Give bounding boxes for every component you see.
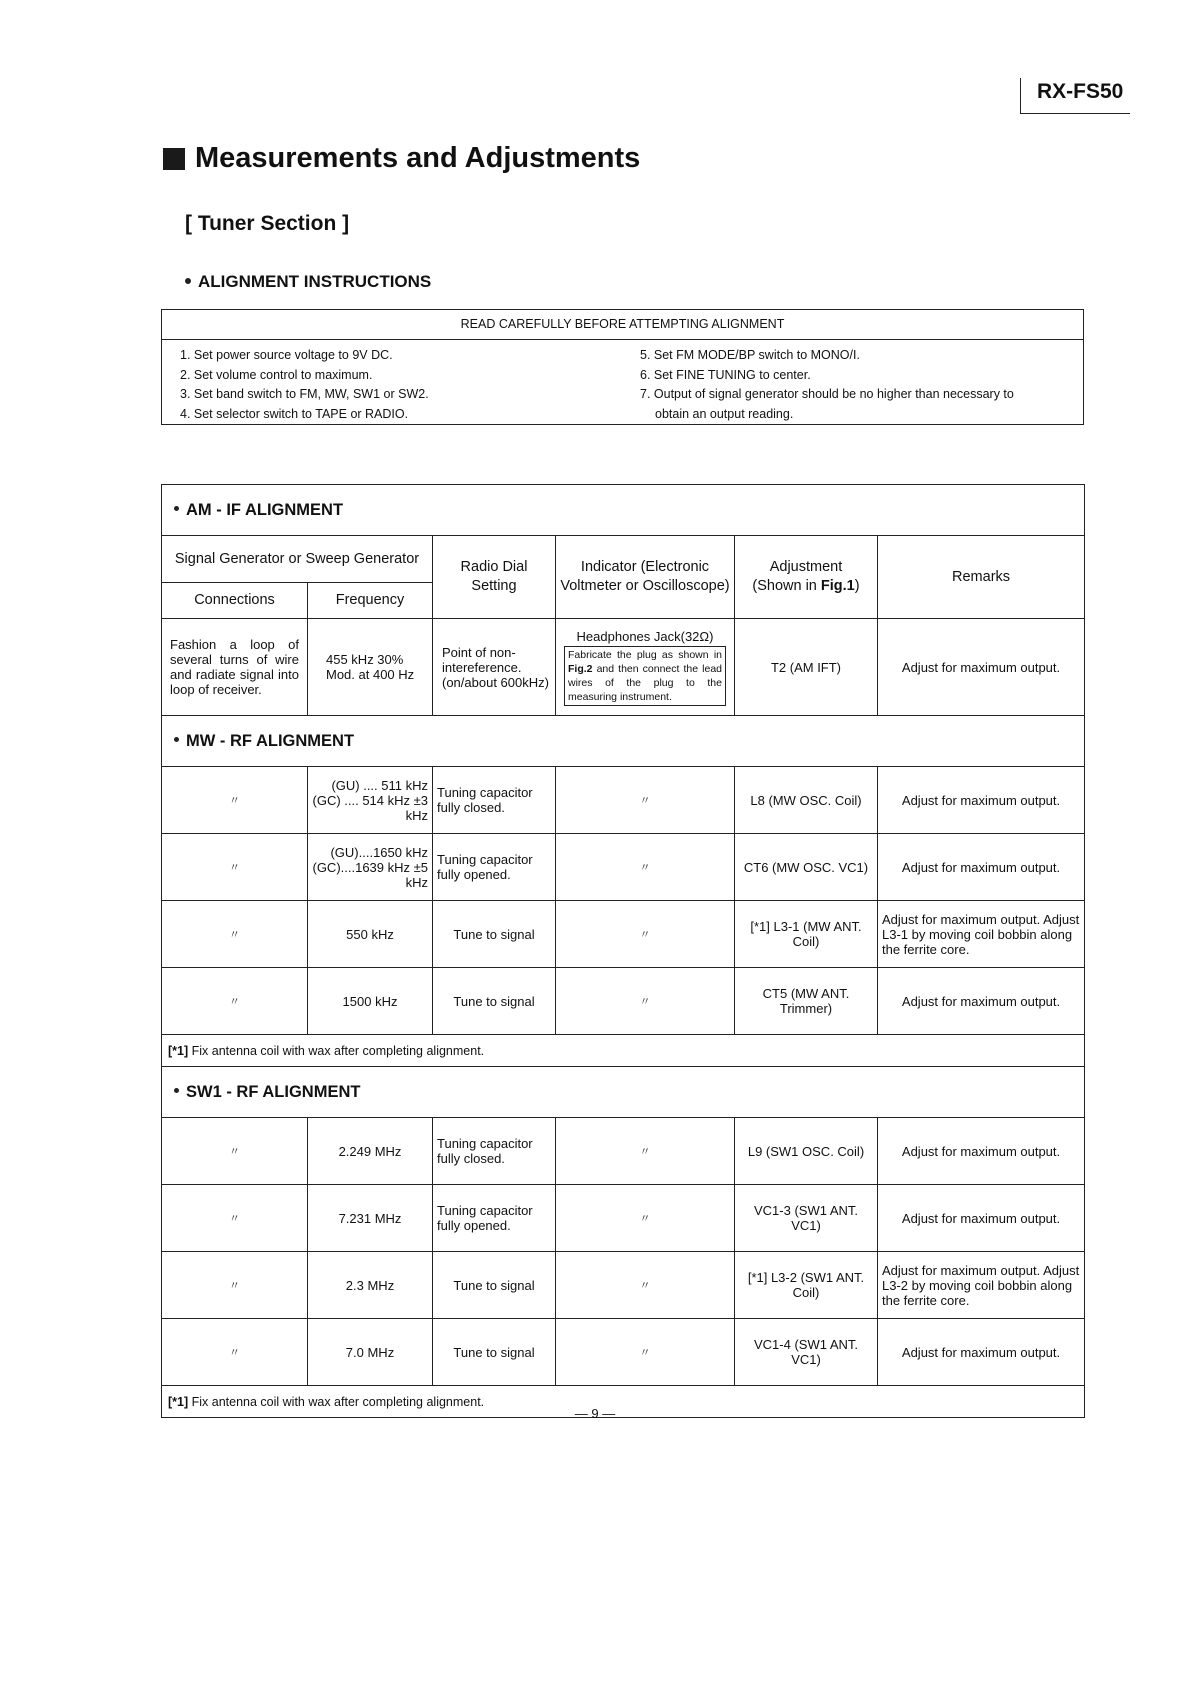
table-row — [162, 1319, 1085, 1386]
cell-remarks: Adjust for maximum output. — [878, 1118, 1085, 1185]
cell-adjustment: L8 (MW OSC. Coil) — [735, 767, 878, 834]
am-if-section-title — [162, 485, 1085, 536]
note-text: Fix antenna coil with wax after completing alignment. — [188, 1394, 485, 1409]
table-row — [162, 834, 1085, 901]
note-text: Fix antenna coil with wax after completing alignment. — [188, 1043, 485, 1058]
header-adjustment-paren: ) — [854, 578, 860, 594]
alignment-table — [161, 484, 1085, 1418]
header-radio-dial: Radio Dial Setting — [433, 536, 556, 619]
cell-adjustment: T2 (AM IFT) — [735, 619, 878, 716]
cell-dial: Tune to signal — [433, 1252, 556, 1319]
indicator-note — [564, 646, 726, 706]
cell-remarks: Adjust for maximum output. — [878, 968, 1085, 1035]
cell-dial: Tuning capacitor fully opened. — [433, 834, 556, 901]
instruction-item: 1. Set power source voltage to 9V DC. — [180, 348, 393, 362]
sw1-rf-title-text: SW1 - RF ALIGNMENT — [186, 1082, 361, 1101]
header-adjustment-fig: Fig.1 — [820, 578, 855, 594]
cell-indicator — [556, 619, 735, 716]
section-title: [ Tuner Section ] — [185, 212, 350, 235]
cell-connections-ditto: 〃 — [162, 1252, 308, 1319]
cell-indicator-ditto: 〃 — [556, 1319, 735, 1386]
cell-remarks: Adjust for maximum output. Adjust L3-1 by moving coil bobbin along the ferrite core. — [878, 901, 1085, 968]
cell-connections-ditto: 〃 — [162, 1185, 308, 1252]
cell-dial: Tune to signal — [433, 1319, 556, 1386]
table-row — [162, 1118, 1085, 1185]
bullet-icon — [185, 278, 191, 284]
cell-frequency: 550 kHz — [308, 901, 433, 968]
header-adjustment — [735, 536, 878, 619]
cell-frequency: 455 kHz 30% Mod. at 400 Hz — [308, 619, 433, 716]
indicator-note-text: Fabricate the plug as shown in — [568, 648, 722, 661]
indicator-title: Headphones Jack(32Ω) — [576, 628, 714, 644]
cell-dial: Tuning capacitor fully closed. — [433, 767, 556, 834]
cell-remarks: Adjust for maximum output. — [878, 619, 1085, 716]
page-title — [163, 142, 640, 175]
header-indicator: Indicator (Electronic Voltmeter or Oscilloscope) — [556, 536, 735, 619]
instructions-right-list — [640, 346, 1070, 424]
mw-rf-title-text: MW - RF ALIGNMENT — [186, 731, 355, 750]
bullet-icon — [174, 1088, 179, 1093]
table-row — [162, 901, 1085, 968]
cell-indicator-ditto: 〃 — [556, 968, 735, 1035]
cell-remarks: Adjust for maximum output. — [878, 834, 1085, 901]
table-row — [162, 1185, 1085, 1252]
cell-connections-ditto: 〃 — [162, 834, 308, 901]
instruction-item: 7. Output of signal generator should be no higher than necessary to — [640, 387, 1014, 401]
cell-dial: Tuning capacitor fully closed. — [433, 1118, 556, 1185]
instruction-item: obtain an output reading. — [655, 406, 794, 421]
cell-indicator-ditto: 〃 — [556, 767, 735, 834]
cell-frequency: (GU) .... 511 kHz (GC) .... 514 kHz ±3 kHz — [308, 767, 433, 834]
mw-rf-section-row — [162, 716, 1085, 767]
cell-indicator-ditto: 〃 — [556, 1118, 735, 1185]
alignment-instructions-heading — [185, 272, 431, 292]
cell-connections-ditto: 〃 — [162, 1319, 308, 1386]
cell-frequency: 1500 kHz — [308, 968, 433, 1035]
instruction-item: 6. Set FINE TUNING to center. — [640, 367, 811, 382]
instruction-item: 3. Set band switch to FM, MW, SW1 or SW2. — [180, 387, 429, 401]
mw-note — [162, 1035, 1085, 1067]
cell-dial: Tune to signal — [433, 901, 556, 968]
header-signal-generator: Signal Generator or Sweep Generator — [162, 536, 433, 583]
cell-indicator-ditto: 〃 — [556, 1185, 735, 1252]
am-if-title-text: AM - IF ALIGNMENT — [186, 500, 344, 519]
bullet-icon — [174, 737, 179, 742]
table-header-row — [162, 536, 1085, 583]
cell-frequency: 2.3 MHz — [308, 1252, 433, 1319]
cell-frequency: 7.0 MHz — [308, 1319, 433, 1386]
cell-connections-ditto: 〃 — [162, 1118, 308, 1185]
bullet-icon — [174, 506, 179, 511]
table-row — [162, 968, 1085, 1035]
instructions-box-title: READ CAREFULLY BEFORE ATTEMPTING ALIGNMENT — [162, 310, 1083, 340]
cell-remarks: Adjust for maximum output. Adjust L3-2 by moving coil bobbin along the ferrite core. — [878, 1252, 1085, 1319]
cell-adjustment: CT5 (MW ANT. Trimmer) — [735, 968, 878, 1035]
indicator-note-text: and then connect the lead wires of the plug to the measuring instrument. — [568, 662, 722, 703]
mw-rf-section-title — [162, 716, 1085, 767]
sw1-rf-section-title — [162, 1067, 1085, 1118]
indicator-note-fig: Fig.2 — [568, 662, 593, 675]
am-if-section-row — [162, 485, 1085, 536]
page-number: — 9 — — [574, 1406, 616, 1421]
cell-dial: Point of non-intereference. (on/about 600kHz) — [433, 619, 556, 716]
square-bullet-icon — [163, 148, 185, 170]
instruction-item: 4. Set selector switch to TAPE or RADIO. — [180, 406, 409, 421]
table-row — [162, 767, 1085, 834]
note-mark: [*1] — [168, 1043, 189, 1058]
mw-note-row — [162, 1035, 1085, 1067]
cell-adjustment: VC1-4 (SW1 ANT. VC1) — [735, 1319, 878, 1386]
header-connections: Connections — [162, 583, 308, 619]
cell-remarks: Adjust for maximum output. — [878, 767, 1085, 834]
cell-adjustment: L9 (SW1 OSC. Coil) — [735, 1118, 878, 1185]
cell-connections-ditto: 〃 — [162, 901, 308, 968]
cell-adjustment: [*1] L3-2 (SW1 ANT. Coil) — [735, 1252, 878, 1319]
cell-frequency: (GU)....1650 kHz (GC)....1639 kHz ±5 kHz — [308, 834, 433, 901]
alignment-instructions-heading-text: ALIGNMENT INSTRUCTIONS — [198, 272, 432, 291]
instruction-item: 5. Set FM MODE/BP switch to MONO/I. — [640, 348, 860, 362]
instructions-left-list — [180, 346, 429, 424]
instruction-item: 2. Set volume control to maximum. — [180, 367, 373, 382]
cell-connections-ditto: 〃 — [162, 767, 308, 834]
cell-dial: Tune to signal — [433, 968, 556, 1035]
page-title-text: Measurements and Adjustments — [195, 142, 641, 174]
sw1-rf-section-row — [162, 1067, 1085, 1118]
cell-remarks: Adjust for maximum output. — [878, 1319, 1085, 1386]
cell-indicator-ditto: 〃 — [556, 901, 735, 968]
cell-indicator-ditto: 〃 — [556, 1252, 735, 1319]
header-remarks: Remarks — [878, 536, 1085, 619]
cell-adjustment: VC1-3 (SW1 ANT. VC1) — [735, 1185, 878, 1252]
table-row — [162, 619, 1085, 716]
note-mark: [*1] — [168, 1394, 189, 1409]
header-adjustment-text: Adjustment — [769, 559, 843, 575]
cell-connections: Fashion a loop of several turns of wire and radiate signal into loop of receiver. — [162, 619, 308, 716]
model-number: RX-FS50 — [1020, 78, 1130, 114]
cell-frequency: 7.231 MHz — [308, 1185, 433, 1252]
cell-indicator-ditto: 〃 — [556, 834, 735, 901]
cell-adjustment: CT6 (MW OSC. VC1) — [735, 834, 878, 901]
cell-remarks: Adjust for maximum output. — [878, 1185, 1085, 1252]
header-adjustment-shown-text: (Shown in — [752, 578, 817, 594]
cell-connections-ditto: 〃 — [162, 968, 308, 1035]
cell-dial: Tuning capacitor fully opened. — [433, 1185, 556, 1252]
cell-frequency: 2.249 MHz — [308, 1118, 433, 1185]
cell-adjustment: [*1] L3-1 (MW ANT. Coil) — [735, 901, 878, 968]
header-frequency: Frequency — [308, 583, 433, 619]
alignment-instructions-box — [161, 309, 1084, 425]
table-row — [162, 1252, 1085, 1319]
